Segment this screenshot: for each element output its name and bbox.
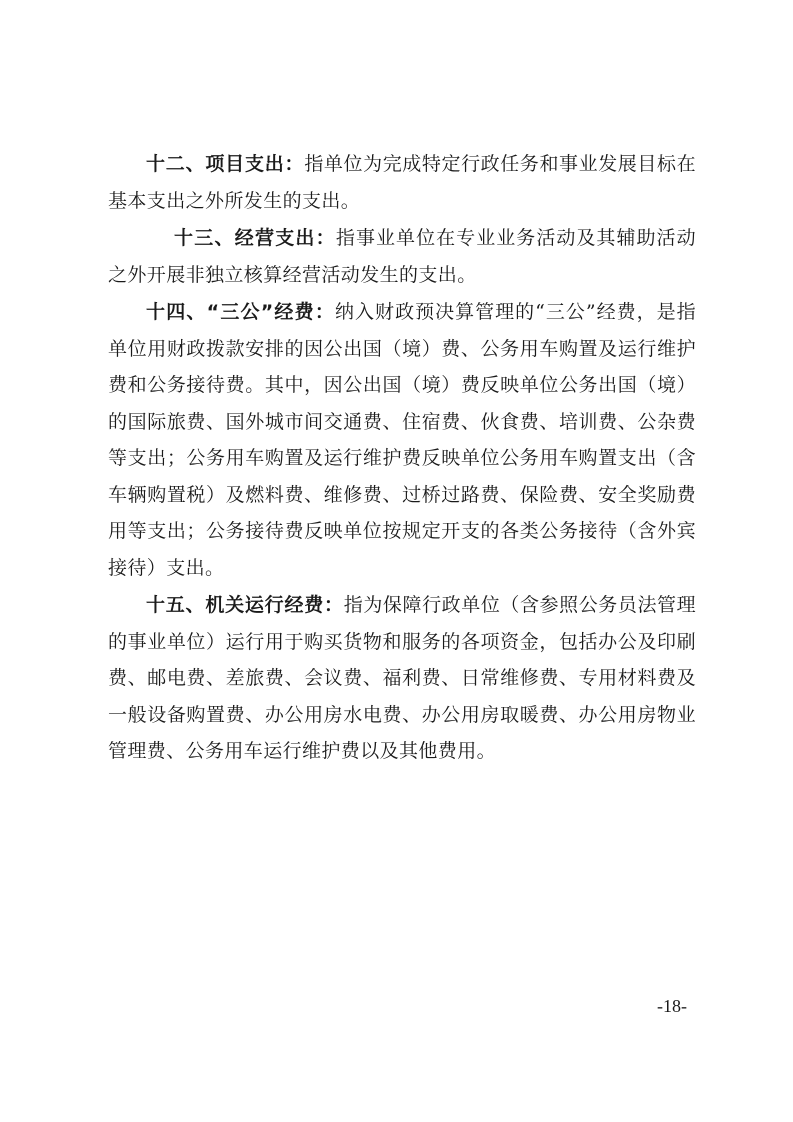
- term-agency-operating-funds: 十五、机关运行经费：: [146, 594, 344, 616]
- page-number: -18-: [657, 996, 687, 1016]
- term-project-expenditure: 十二、项目支出：: [146, 153, 305, 175]
- paragraph-project-expenditure: [108, 146, 696, 219]
- definition-agency-operating-funds: 指为保障行政单位（含参照公务员法管理的事业单位）运行用于购买货物和服务的各项资金，包括办公及印刷费、邮电费、差旅费、会议费、福利费、日常维修费、专用材料费及一般设备购置费、办公用房水电费、办公用房取暖费、办公用房物业管理费、公务用车运行维护费以及其他费用。: [108, 594, 696, 762]
- document-body: [108, 146, 696, 771]
- paragraph-three-public-expenses: [108, 294, 696, 586]
- definition-project-expenditure: 指单位为完成特定行政任务和事业发展目标在基本支出之外所发生的支出。: [108, 153, 696, 212]
- definition-three-public-expenses: 纳入财政预决算管理的“三公”经费，是指单位用财政拨款安排的因公出国（境）费、公务用车购置及运行维护费和公务接待费。其中，因公出国（境）费反映单位公务出国（境）的国际旅费、国外城市间交通费、住宿费、伙食费、培训费、公杂费等支出；公务用车购置及运行维护费反映单位公务用车购置支出（含车辆购置税）及燃料费、维修费、过桥过路费、保险费、安全奖励费用等支出；公务接待费反映单位按规定开支的各类公务接待（含外宾接待）支出。: [108, 301, 696, 579]
- paragraph-agency-operating-funds: [108, 587, 696, 770]
- term-operating-expenditure: 十三、经营支出：: [174, 227, 336, 249]
- paragraph-operating-expenditure: [108, 220, 696, 293]
- term-three-public-expenses: 十四、“三公”经费：: [146, 301, 336, 323]
- definition-operating-expenditure: 指事业单位在专业业务活动及其辅助活动之外开展非独立核算经营活动发生的支出。: [108, 227, 696, 286]
